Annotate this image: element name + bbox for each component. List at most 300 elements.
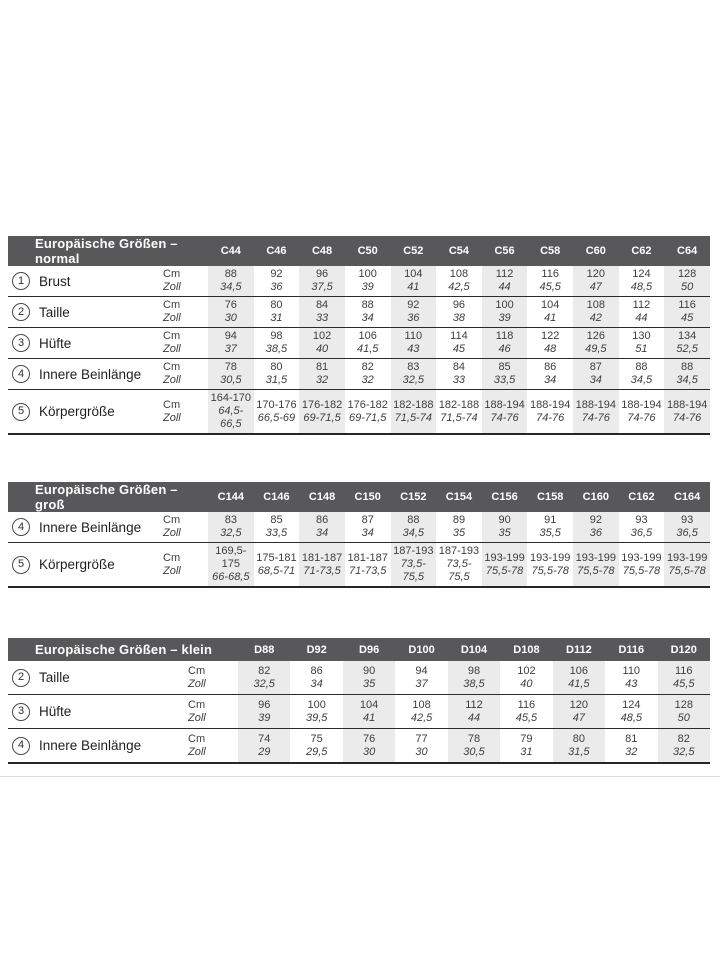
- zoll-value: 39,5: [305, 711, 328, 724]
- cm-value: 86: [544, 361, 557, 373]
- value-cell: [395, 729, 447, 764]
- cm-value: 90: [498, 514, 511, 526]
- value-cell: [290, 729, 342, 764]
- value-cell: [658, 695, 710, 729]
- column-header: C156: [482, 482, 528, 512]
- unit-cell: [163, 328, 208, 359]
- zoll-value: 75,5-78: [577, 564, 615, 577]
- unit-zoll-label: Zoll: [188, 745, 206, 758]
- cm-value: 110: [404, 330, 423, 342]
- column-header: D112: [553, 638, 605, 661]
- cm-value: 82: [258, 664, 271, 677]
- zoll-value: 36: [407, 312, 420, 324]
- cm-value: 188-194: [484, 398, 525, 411]
- zoll-value: 30: [415, 745, 428, 758]
- value-cell: [436, 512, 482, 543]
- value-cell: [254, 266, 300, 297]
- zoll-value: 74-76: [673, 411, 702, 424]
- row-label-cell: [8, 359, 163, 390]
- unit-cm-label: Cm: [163, 299, 181, 311]
- zoll-value: 31,5: [568, 745, 590, 758]
- unit-cell: [163, 359, 208, 390]
- cm-value: 100: [307, 698, 326, 711]
- value-cell: [299, 328, 345, 359]
- value-cell: [208, 297, 254, 328]
- table-row: [8, 328, 710, 359]
- size-table-gross: [8, 482, 710, 588]
- size-table-normal-wrap: [8, 236, 710, 435]
- zoll-value: 38: [452, 312, 466, 324]
- value-cell: [664, 543, 710, 588]
- zoll-value: 33,5: [493, 374, 516, 386]
- value-cell: [343, 695, 395, 729]
- table-title: Europäische Größen – groß: [8, 482, 208, 512]
- unit-cell: [188, 661, 238, 695]
- zoll-value: 34: [315, 527, 329, 539]
- zoll-value: 74-76: [536, 411, 565, 424]
- row-number-badge: 3: [12, 703, 30, 721]
- row-number-badge: 1: [12, 272, 30, 290]
- zoll-value: 30,5: [463, 745, 485, 758]
- cm-value: 91: [544, 514, 557, 526]
- zoll-value: 32,5: [402, 374, 425, 386]
- cm-value: 104: [541, 299, 560, 311]
- zoll-value: 48: [544, 343, 557, 355]
- unit-zoll-label: Zoll: [163, 281, 181, 293]
- row-label-cell: [8, 695, 188, 729]
- table-row: [8, 390, 710, 435]
- cm-value: 128: [674, 698, 693, 711]
- zoll-value: 36: [589, 527, 602, 539]
- cm-value: 86: [315, 514, 329, 526]
- zoll-value: 47: [589, 281, 602, 293]
- zoll-value: 29,5: [305, 745, 328, 758]
- zoll-value: 36: [270, 281, 283, 293]
- row-label: Taille: [39, 670, 70, 685]
- cm-value: 114: [450, 330, 468, 342]
- row-label: Körpergröße: [39, 404, 115, 419]
- column-header: C58: [527, 236, 573, 266]
- zoll-value: 42,5: [410, 711, 433, 724]
- cm-value: 170-176: [256, 398, 297, 411]
- row-label: Brust: [39, 273, 71, 289]
- unit-zoll-label: Zoll: [163, 374, 181, 386]
- zoll-value: 32: [315, 374, 329, 386]
- unit-cell: [188, 695, 238, 729]
- zoll-value: 33,5: [265, 527, 288, 539]
- unit-cell: [163, 543, 208, 588]
- cm-value: 82: [677, 732, 690, 745]
- value-cell: [208, 390, 254, 435]
- cm-value: 88: [407, 514, 420, 526]
- value-cell: [345, 266, 391, 297]
- unit-cm-label: Cm: [163, 398, 181, 411]
- unit-zoll-label: Zoll: [163, 343, 181, 355]
- value-cell: [299, 512, 345, 543]
- zoll-value: 41: [544, 312, 557, 324]
- unit-cm-label: Cm: [163, 551, 181, 564]
- column-header: C146: [254, 482, 300, 512]
- column-header: C44: [208, 236, 254, 266]
- cm-value: 78: [467, 732, 481, 745]
- column-header: C52: [391, 236, 437, 266]
- cm-value: 84: [315, 299, 329, 311]
- zoll-value: 39: [258, 711, 271, 724]
- zoll-value: 35,5: [539, 527, 561, 539]
- cm-value: 88: [361, 299, 374, 311]
- value-cell: [500, 661, 552, 695]
- row-number-badge: 4: [12, 518, 30, 536]
- value-cell: [573, 359, 619, 390]
- zoll-value: 45,5: [539, 281, 561, 293]
- value-cell: [345, 390, 391, 435]
- row-label: Innere Beinlänge: [39, 738, 142, 753]
- zoll-value: 35: [362, 677, 376, 690]
- row-number-badge: 4: [12, 365, 30, 383]
- value-cell: [345, 543, 391, 588]
- cm-value: 188-194: [621, 398, 662, 411]
- zoll-value: 71,5-74: [394, 411, 432, 424]
- zoll-value: 71-73,5: [349, 564, 387, 577]
- cm-value: 175-181: [256, 551, 297, 564]
- row-label-cell: [8, 390, 163, 435]
- zoll-value: 32,5: [220, 527, 242, 539]
- column-header: C154: [436, 482, 482, 512]
- value-cell: [500, 729, 552, 764]
- value-cell: [391, 359, 437, 390]
- table-row: [8, 359, 710, 390]
- zoll-value: 69-71,5: [303, 411, 341, 424]
- value-cell: [299, 297, 345, 328]
- row-number-badge: 2: [12, 303, 30, 321]
- cm-value: 169,5-175: [215, 545, 247, 570]
- cm-value: 92: [589, 514, 602, 526]
- zoll-value: 75,5-78: [485, 564, 524, 577]
- zoll-value: 35: [498, 527, 511, 539]
- zoll-value: 73,5-75,5: [400, 558, 426, 583]
- column-header: C46: [254, 236, 300, 266]
- value-cell: [527, 512, 573, 543]
- value-cell: [553, 695, 605, 729]
- cm-value: 108: [449, 268, 469, 280]
- value-cell: [527, 543, 573, 588]
- size-table-gross-wrap: [8, 482, 710, 588]
- value-cell: [395, 695, 447, 729]
- value-cell: [254, 359, 300, 390]
- column-header: C64: [664, 236, 710, 266]
- row-label: Innere Beinlänge: [39, 519, 142, 535]
- zoll-value: 36,5: [630, 527, 653, 539]
- cm-value: 187-193: [438, 545, 480, 557]
- column-header: D104: [448, 638, 500, 661]
- zoll-value: 36,5: [676, 527, 698, 539]
- unit-cell: [163, 390, 208, 435]
- zoll-value: 45: [452, 343, 466, 355]
- value-cell: [448, 661, 500, 695]
- value-cell: [619, 359, 665, 390]
- cm-value: 82: [361, 361, 374, 373]
- column-header: D108: [500, 638, 552, 661]
- cm-value: 176-182: [347, 398, 388, 411]
- zoll-value: 34: [310, 677, 323, 690]
- cm-value: 80: [270, 361, 283, 373]
- value-cell: [345, 328, 391, 359]
- value-cell: [254, 328, 300, 359]
- zoll-value: 66,5-69: [257, 411, 296, 424]
- zoll-value: 31: [520, 745, 533, 758]
- cm-value: 77: [415, 732, 428, 745]
- unit-cm-label: Cm: [163, 268, 181, 280]
- cm-value: 74: [258, 732, 271, 745]
- value-cell: [436, 297, 482, 328]
- cm-value: 89: [452, 514, 466, 526]
- value-cell: [527, 266, 573, 297]
- value-cell: [500, 695, 552, 729]
- row-label: Körpergröße: [39, 557, 115, 572]
- zoll-value: 38,5: [265, 343, 288, 355]
- unit-zoll-label: Zoll: [163, 564, 181, 577]
- cm-value: 182-188: [438, 398, 480, 411]
- value-cell: [391, 390, 437, 435]
- zoll-value: 41,5: [356, 343, 379, 355]
- cm-value: 94: [224, 330, 237, 342]
- value-cell: [619, 297, 665, 328]
- zoll-value: 41: [362, 711, 376, 724]
- cm-value: 76: [362, 732, 376, 745]
- value-cell: [605, 695, 657, 729]
- cm-value: 96: [258, 698, 271, 711]
- cm-value: 78: [224, 361, 237, 373]
- zoll-value: 44: [467, 711, 481, 724]
- row-label: Innere Beinlänge: [39, 366, 142, 382]
- cm-value: 90: [362, 664, 376, 677]
- value-cell: [391, 512, 437, 543]
- cm-value: 134: [677, 330, 697, 342]
- value-cell: [573, 297, 619, 328]
- value-cell: [208, 543, 254, 588]
- size-table-normal: [8, 236, 710, 435]
- zoll-value: 68,5-71: [257, 564, 296, 577]
- cm-value: 124: [622, 698, 641, 711]
- cm-value: 96: [452, 299, 466, 311]
- size-table-klein-wrap: [8, 638, 710, 764]
- zoll-value: 50: [681, 281, 694, 293]
- cm-value: 86: [310, 664, 323, 677]
- column-header: C144: [208, 482, 254, 512]
- cm-value: 84: [452, 361, 466, 373]
- value-cell: [436, 266, 482, 297]
- column-header: C162: [619, 482, 665, 512]
- value-cell: [664, 266, 710, 297]
- unit-zoll-label: Zoll: [188, 677, 206, 690]
- cm-value: 106: [569, 664, 589, 677]
- zoll-value: 34: [589, 374, 602, 386]
- cm-value: 118: [495, 330, 514, 342]
- value-cell: [290, 661, 342, 695]
- row-number-badge: 3: [12, 334, 30, 352]
- value-cell: [619, 328, 665, 359]
- value-cell: [527, 359, 573, 390]
- value-cell: [208, 512, 254, 543]
- column-header: D96: [343, 638, 395, 661]
- value-cell: [238, 661, 290, 695]
- value-cell: [573, 328, 619, 359]
- table-title: Europäische Größen – normal: [8, 236, 208, 266]
- zoll-value: 34,5: [630, 374, 653, 386]
- row-label-cell: [8, 512, 163, 543]
- row-label-cell: [8, 543, 163, 588]
- row-label-cell: [8, 661, 188, 695]
- cm-value: 85: [498, 361, 511, 373]
- cm-value: 92: [407, 299, 420, 311]
- column-header: C160: [573, 482, 619, 512]
- cm-value: 120: [586, 268, 605, 280]
- page-divider: [0, 776, 720, 777]
- value-cell: [527, 328, 573, 359]
- zoll-value: 74-76: [627, 411, 656, 424]
- value-cell: [527, 390, 573, 435]
- zoll-value: 48,5: [620, 711, 642, 724]
- table-title: Europäische Größen – klein: [8, 638, 238, 661]
- unit-cm-label: Cm: [163, 330, 181, 342]
- zoll-value: 75,5-78: [622, 564, 661, 577]
- value-cell: [448, 695, 500, 729]
- zoll-value: 31: [270, 312, 283, 324]
- column-header: D92: [290, 638, 342, 661]
- table-row: [8, 297, 710, 328]
- zoll-value: 37: [224, 343, 237, 355]
- cm-value: 181-187: [347, 551, 388, 564]
- cm-value: 108: [412, 698, 431, 711]
- value-cell: [208, 359, 254, 390]
- value-cell: [208, 328, 254, 359]
- cm-value: 126: [586, 330, 605, 342]
- zoll-value: 34: [544, 374, 557, 386]
- value-cell: [658, 729, 710, 764]
- zoll-value: 32: [361, 374, 374, 386]
- zoll-value: 37,5: [311, 281, 333, 293]
- row-number-badge: 2: [12, 669, 30, 687]
- zoll-value: 44: [498, 281, 511, 293]
- zoll-value: 64,5-66,5: [218, 405, 244, 430]
- cm-value: 102: [517, 664, 536, 677]
- zoll-value: 47: [572, 711, 585, 724]
- value-cell: [254, 512, 300, 543]
- zoll-value: 49,5: [585, 343, 607, 355]
- zoll-value: 71,5-74: [440, 411, 478, 424]
- zoll-value: 35: [452, 527, 466, 539]
- value-cell: [573, 512, 619, 543]
- value-cell: [664, 297, 710, 328]
- unit-cell: [188, 729, 238, 764]
- zoll-value: 32,5: [253, 677, 275, 690]
- zoll-value: 74-76: [581, 411, 610, 424]
- cm-value: 93: [635, 514, 648, 526]
- value-cell: [343, 729, 395, 764]
- value-cell: [345, 297, 391, 328]
- value-cell: [573, 266, 619, 297]
- zoll-value: 34: [361, 312, 374, 324]
- unit-zoll-label: Zoll: [188, 711, 206, 724]
- value-cell: [527, 297, 573, 328]
- zoll-value: 52,5: [676, 343, 698, 355]
- value-cell: [553, 661, 605, 695]
- value-cell: [254, 390, 300, 435]
- cm-value: 193-199: [621, 551, 662, 564]
- zoll-value: 30: [224, 312, 237, 324]
- value-cell: [238, 729, 290, 764]
- table-row: [8, 266, 710, 297]
- row-label: Hüfte: [39, 335, 72, 351]
- cm-value: 88: [681, 361, 694, 373]
- cm-value: 80: [572, 732, 585, 745]
- unit-cm-label: Cm: [188, 664, 206, 677]
- zoll-value: 69-71,5: [349, 411, 387, 424]
- value-cell: [664, 512, 710, 543]
- value-cell: [343, 661, 395, 695]
- column-header: C164: [664, 482, 710, 512]
- zoll-value: 31,5: [265, 374, 288, 386]
- row-label-cell: [8, 266, 163, 297]
- value-cell: [345, 512, 391, 543]
- value-cell: [573, 390, 619, 435]
- value-cell: [482, 543, 528, 588]
- value-cell: [482, 512, 528, 543]
- unit-cm-label: Cm: [188, 732, 206, 745]
- column-header: C50: [345, 236, 391, 266]
- cm-value: 94: [415, 664, 428, 677]
- value-cell: [619, 390, 665, 435]
- zoll-value: 74-76: [490, 411, 519, 424]
- zoll-value: 45,5: [673, 677, 695, 690]
- cm-value: 116: [674, 664, 693, 677]
- value-cell: [664, 390, 710, 435]
- column-header: D116: [605, 638, 657, 661]
- value-cell: [254, 543, 300, 588]
- zoll-value: 41,5: [568, 677, 590, 690]
- zoll-value: 30: [362, 745, 376, 758]
- value-cell: [664, 359, 710, 390]
- cm-value: 75: [310, 732, 323, 745]
- column-header: C152: [391, 482, 437, 512]
- zoll-value: 37: [415, 677, 428, 690]
- zoll-value: 41: [407, 281, 420, 293]
- cm-value: 98: [270, 330, 283, 342]
- value-cell: [619, 512, 665, 543]
- cm-value: 176-182: [301, 398, 343, 411]
- zoll-value: 42,5: [448, 281, 470, 293]
- unit-cell: [163, 266, 208, 297]
- value-cell: [395, 661, 447, 695]
- value-cell: [391, 543, 437, 588]
- value-cell: [391, 266, 437, 297]
- table-row: [8, 543, 710, 588]
- column-header: C48: [299, 236, 345, 266]
- column-header: C60: [573, 236, 619, 266]
- value-cell: [664, 328, 710, 359]
- cm-value: 193-199: [530, 551, 571, 564]
- value-cell: [448, 729, 500, 764]
- zoll-value: 45,5: [515, 711, 538, 724]
- zoll-value: 75,5-78: [668, 564, 706, 577]
- zoll-value: 33: [315, 312, 329, 324]
- zoll-value: 32,5: [673, 745, 695, 758]
- value-cell: [290, 695, 342, 729]
- cm-value: 79: [520, 732, 533, 745]
- cm-value: 108: [586, 299, 605, 311]
- cm-value: 193-199: [575, 551, 617, 564]
- value-cell: [605, 729, 657, 764]
